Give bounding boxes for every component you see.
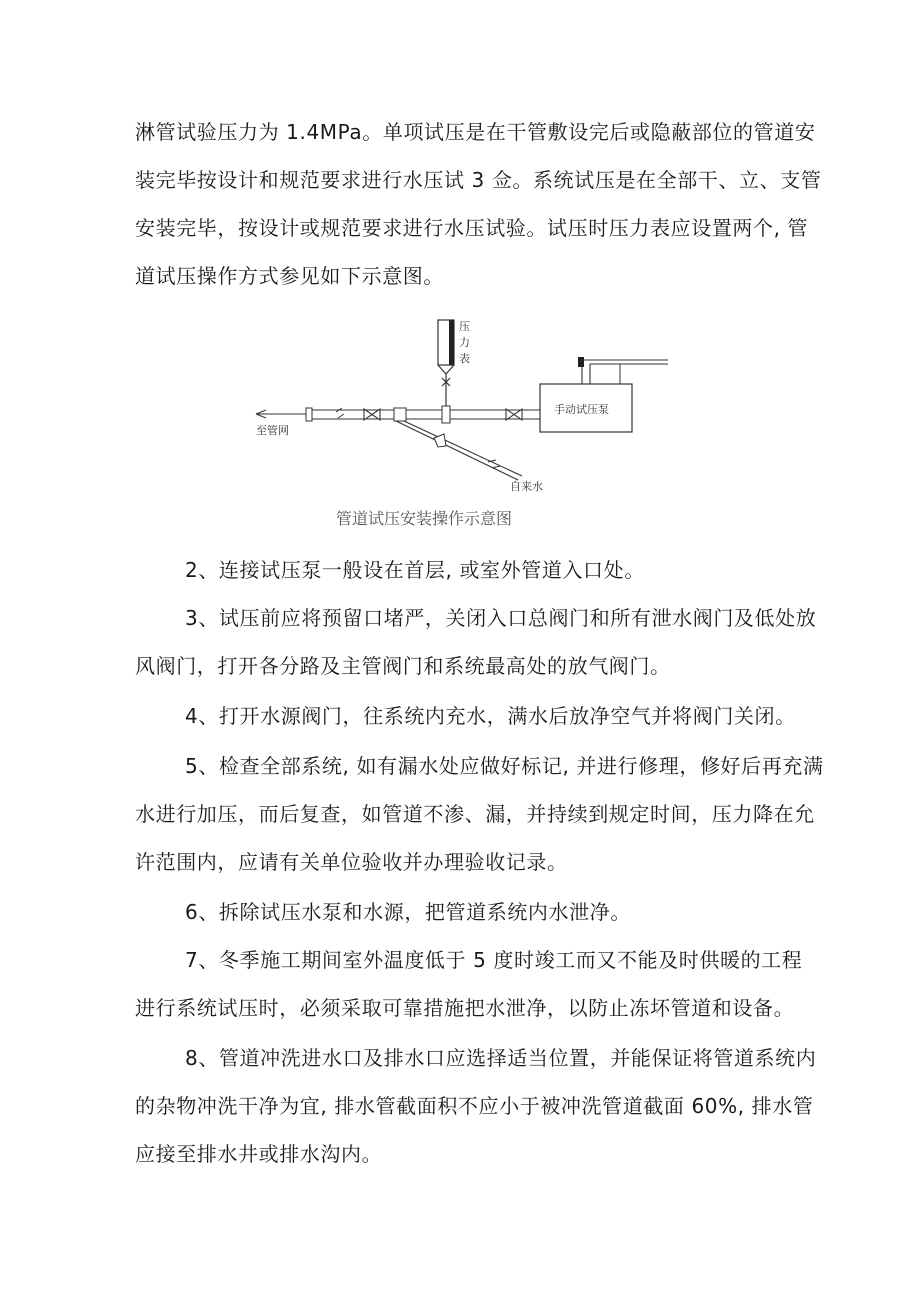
figure-caption: 管道试压安装操作示意图 <box>336 509 513 528</box>
pump-label: 手动试压泵 <box>554 403 609 416</box>
tap-water-label: 自来水 <box>510 480 543 493</box>
step-8-line-3: 应接至排水井或排水沟内。 <box>135 1142 383 1166</box>
gauge-label-1: 压 <box>459 320 470 333</box>
step-8-line-2: 的杂物冲洗干净为宜, 排水管截面积不应小于被冲洗管道截面 60%, 排水管 <box>135 1094 814 1118</box>
gauge-label-3: 表 <box>459 352 470 365</box>
step-7-line-1: 7、冬季施工期间室外温度低于 5 度时竣工而又不能及时供暖的工程 <box>185 948 803 972</box>
step-6-line-1: 6、拆除试压水泵和水源，把管道系统内水泄净。 <box>185 900 631 924</box>
step-7-line-2: 进行系统试压时，必须采取可靠措施把水泄净，以防止冻坏管道和设备。 <box>135 996 795 1020</box>
step-8-line-1: 8、管道冲洗进水口及排水口应选择适当位置，并能保证将管道系统内 <box>185 1046 817 1070</box>
to-network-label: 至管网 <box>256 424 289 437</box>
step-5-line-2: 水进行加压，而后复查，如管道不渗、漏，并持续到规定时间，压力降在允 <box>135 802 815 826</box>
intro-line-1: 淋管试验压力为 1.4MPa。单项试压是在干管敷设完后或隐蔽部位的管道安 <box>135 120 816 144</box>
intro-line-4: 道试压操作方式参见如下示意图。 <box>135 264 444 288</box>
step-4-line-1: 4、打开水源阀门，往系统内充水，满水后放净空气并将阀门关闭。 <box>185 704 796 728</box>
valve-right <box>506 409 522 420</box>
intro-line-3: 安装完毕，按设计或规范要求进行水压试验。试压时压力表应设置两个, 管 <box>135 216 809 240</box>
step-2-line-1: 2、连接试压泵一般设在首层, 或室外管道入口处。 <box>185 558 645 582</box>
valve-left <box>364 409 380 420</box>
gauge-fill <box>449 320 454 365</box>
gauge-cone <box>438 365 454 374</box>
step-5-line-1: 5、检查全部系统, 如有漏水处应做好标记, 并进行修理，修好后再充满 <box>185 754 824 778</box>
intro-line-2: 装完毕按设计和规范要求进行水压试 3 佥。系统试压是在全部干、立、支管 <box>135 168 822 192</box>
step-5-line-3: 许范围内，应请有关单位验收并办理验收记录。 <box>135 850 568 874</box>
gauge-label-2: 力 <box>459 336 470 349</box>
step-3-line-1: 3、试压前应将预留口堵严，关闭入口总阀门和所有泄水阀门及低处放 <box>185 606 817 630</box>
step-3-line-2: 风阀门，打开各分路及主管阀门和系统最高处的放气阀门。 <box>135 654 671 678</box>
pressure-test-diagram <box>248 312 678 538</box>
